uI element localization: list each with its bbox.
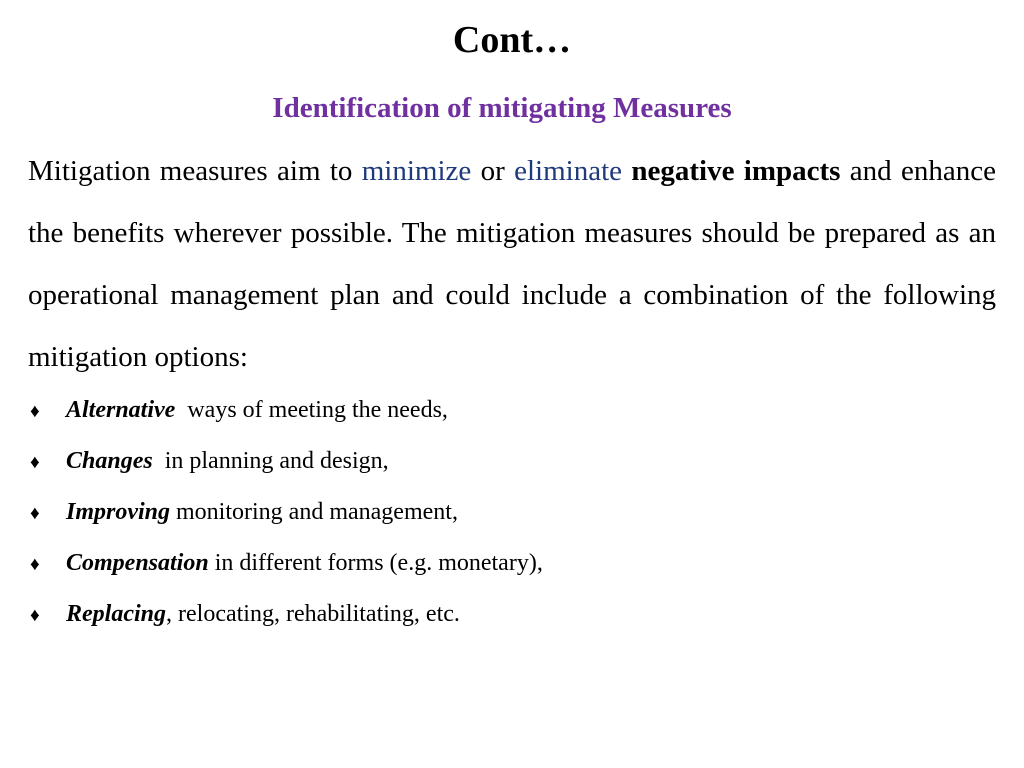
intro-text-2: or — [471, 155, 515, 187]
diamond-bullet-icon: ♦ — [30, 554, 40, 575]
mitigation-options-list — [30, 386, 990, 641]
diamond-bullet-icon: ♦ — [30, 401, 40, 422]
list-item — [30, 488, 990, 539]
diamond-bullet-icon: ♦ — [30, 605, 40, 626]
bullet-text: monitoring and management, — [170, 499, 458, 525]
keyword-minimize: minimize — [361, 155, 472, 187]
bullet-term: Compensation — [66, 550, 209, 576]
list-item — [30, 539, 990, 590]
diamond-bullet-icon: ♦ — [30, 503, 40, 524]
bullet-text: ways of meeting the needs, — [175, 397, 448, 423]
bullet-text: in different forms (e.g. monetary), — [208, 550, 543, 576]
bullet-text: , relocating, rehabilitating, etc. — [166, 601, 460, 627]
intro-text-3 — [622, 155, 631, 187]
bullet-term: Improving — [66, 499, 171, 525]
intro-paragraph — [28, 140, 996, 388]
bullet-term: Changes — [66, 448, 153, 474]
emphasis-negative-impacts: negative impacts — [631, 155, 841, 187]
list-item — [30, 437, 990, 488]
list-item — [30, 590, 990, 641]
bullet-term: Replacing — [66, 601, 166, 627]
list-item — [30, 386, 990, 437]
slide-subtitle: Identification of mitigating Measures — [272, 92, 732, 124]
keyword-eliminate: eliminate — [514, 155, 623, 187]
diamond-bullet-icon: ♦ — [30, 452, 40, 473]
intro-text-4: and enhance the benefits wherever possible. The mitigation measures should be prepared as an operational management plan and could include a combination of the following mitigation options: — [28, 155, 997, 373]
bullet-text: in planning and design, — [152, 448, 389, 474]
slide-title: Cont… — [452, 19, 572, 61]
intro-text-1: Mitigation measures aim to — [28, 155, 362, 187]
bullet-term: Alternative — [66, 397, 176, 423]
